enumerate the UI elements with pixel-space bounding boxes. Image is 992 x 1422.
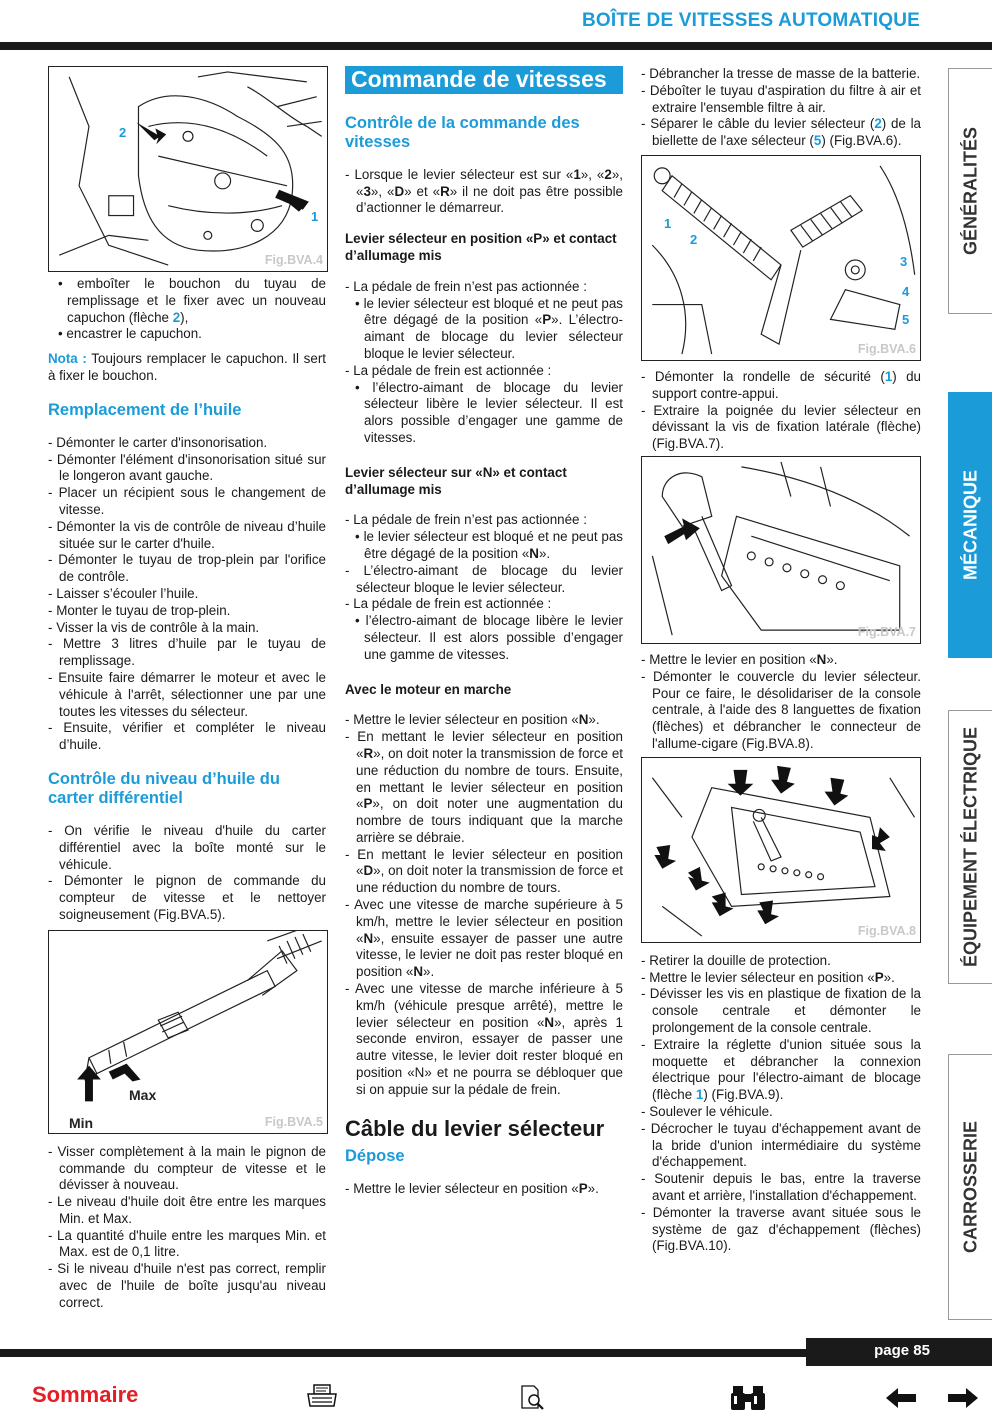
list-item: - Décrocher le tuyau d'échappement avant de la bride d'union intermédiaire du système d'échappement. bbox=[641, 1121, 921, 1171]
subheading-n: Levier sélecteur sur «N» et contact d’allumage mis bbox=[345, 464, 567, 497]
diff-steps bbox=[48, 823, 326, 924]
list-item: - Mettre le levier sélecteur en position «P». bbox=[641, 970, 921, 987]
list-item: - Dévisser les vis en plastique de fixation de la console centrale et démonter le prolongement de la console centrale. bbox=[641, 986, 921, 1036]
fig6-callout-5: 5 bbox=[902, 311, 910, 327]
list-item: - Démonter le couvercle du levier sélecteur. Pour ce faire, le désolidariser de la console centrale, à l'aide des 8 languettes de fixation (flèches) et débrancher le connecteur de l'allume-cigare (Fig.BVA.8). bbox=[641, 669, 921, 753]
subheading-p: Levier sélecteur en position «P» et contact d’allumage mis bbox=[345, 231, 617, 263]
fig6-callout-3: 3 bbox=[900, 253, 908, 269]
list-item: - Visser complètement à la main le pignon de commande du compteur de vitesse et le dévisser à nouveau. bbox=[48, 1144, 326, 1194]
column-1 bbox=[48, 66, 326, 1312]
list-item: - Démonter le carter d'insonorisation. bbox=[48, 435, 326, 452]
subheading-engine: Avec le moteur en marche bbox=[345, 681, 512, 697]
heading-control: Contrôle de la commande des vitesses bbox=[345, 113, 580, 151]
list-item: - Soulever le véhicule. bbox=[641, 1104, 921, 1121]
list-item: - Si le niveau d'huile n'est pas correct, remplir avec de l'huile de boîte jusqu'au niveau correct. bbox=[48, 1261, 326, 1311]
list-item: - Lorsque le levier sélecteur est sur «1», «2», «3», «D» et «R» il ne doit pas être possible d’actionner le démarreur. bbox=[345, 167, 623, 217]
list-item: - Extraire la poignée du levier sélecteur en dévissant la vis de fixation latérale (flèche) (Fig.BVA.7). bbox=[641, 403, 921, 453]
list-item: - L’électro-aimant de blocage du levier sélecteur bloque le levier sélecteur. bbox=[345, 563, 623, 597]
list-item: - Avec une vitesse de marche supérieure à 5 km/h, mettre le levier sélecteur en position «N», ensuite essayer de passer une autre vitesse, le levier ne doit pas rester bloqué en position «N». bbox=[345, 897, 623, 981]
sommaire-link[interactable]: Sommaire bbox=[32, 1382, 139, 1407]
after-steps bbox=[48, 1144, 326, 1312]
p-steps bbox=[345, 279, 623, 296]
fig4-callout-1: 1 bbox=[311, 209, 319, 224]
printer-icon[interactable] bbox=[306, 1384, 338, 1410]
section-title: Commande de vitesses bbox=[345, 66, 623, 94]
page-number: page 85 bbox=[806, 1338, 992, 1366]
fig6-callout-1: 1 bbox=[664, 215, 672, 231]
heading-oil-replacement: Remplacement de l’huile bbox=[48, 400, 242, 419]
list-item: - Extraire la réglette d'union située sous la moquette et débrancher la connexion électrique pour l'électro-aimant de blocage (flèche 1) (Fig.BVA.9). bbox=[641, 1037, 921, 1104]
heading-cable: Câble du levier sélecteur bbox=[345, 1115, 605, 1141]
column-3 bbox=[641, 66, 921, 1255]
column-2 bbox=[345, 66, 623, 1198]
fig4-callout-2: 2 bbox=[119, 125, 127, 140]
list-item: - On vérifie le niveau d'huile du carter différentiel avec la boîte monté sur le véhicule. bbox=[48, 823, 326, 873]
list-item: • emboîter le bouchon du tuyau de remplissage et le fixer avec un nouveau capuchon (flèche 2), bbox=[58, 276, 326, 326]
fig6-callout-4: 4 bbox=[902, 283, 910, 299]
figure-bva5 bbox=[48, 930, 328, 1134]
figure-bva8 bbox=[641, 757, 921, 943]
list-item: • encastrer le capuchon. bbox=[58, 326, 326, 343]
figure-bva7 bbox=[641, 456, 921, 644]
list-item: - Mettre le levier sélecteur en position «N». bbox=[345, 712, 623, 729]
lever-drawing bbox=[642, 457, 920, 643]
list-item: - Mettre le levier en position «N». bbox=[641, 652, 921, 669]
heading-depose: Dépose bbox=[345, 1147, 405, 1166]
list-item: • le levier sélecteur est bloqué et ne peut pas être dégagé de la position «P». L’électro-aimant de blocage du levier sélecteur bloque le levier sélecteur. bbox=[355, 296, 623, 363]
list-item: - Déboîter le tuyau d'aspiration du filtre à air et extraire l'ensemble filtre à air. bbox=[641, 83, 921, 117]
tab-equipement-electrique[interactable]: ÉQUIPEMENT ÉLECTRIQUE bbox=[948, 710, 992, 984]
list-item: - En mettant le levier sélecteur en position «D», on doit noter la transmission de force et une réduction du nombre de tours. bbox=[345, 847, 623, 897]
binoculars-icon[interactable] bbox=[730, 1384, 766, 1412]
arrow-right-icon[interactable] bbox=[948, 1388, 978, 1408]
list-item: - Placer un récipient sous le changement de vitesse. bbox=[48, 485, 326, 519]
list-item: - La pédale de frein n’est pas actionnée : bbox=[345, 512, 623, 529]
list-item: - Démonter la vis de contrôle de niveau d’huile située sur le carter d'huile. bbox=[48, 519, 326, 553]
list-item: • l’électro-aimant de blocage libère le levier sélecteur. Il est alors possible d’engager une gamme de vitesses. bbox=[355, 613, 623, 663]
figure-bva4 bbox=[48, 66, 328, 272]
gearbox-drawing bbox=[49, 67, 327, 271]
tab-mecanique[interactable]: MÉCANIQUE bbox=[948, 392, 992, 658]
heading-diff-oil: Contrôle du niveau d’huile du carter différentiel bbox=[48, 769, 280, 807]
list-item: - Démonter l'élément d'insonorisation situé sur le longeron avant gauche. bbox=[48, 452, 326, 486]
fig-label: Fig.BVA.5 bbox=[264, 1114, 323, 1129]
list-item: - Avec une vitesse de marche inférieure à 5 km/h (véhicule presque arrêté), mettre le levier sélecteur en position «N», après 1 seconde environ, essayer de passer une autre vitesse, le levier doit rester bloqué en position «N» et ne pourra se débloquer que si on appuie sur la pédale de frein. bbox=[345, 981, 623, 1099]
fig-label: Fig.BVA.8 bbox=[857, 923, 916, 938]
list-item: - La pédale de frein est actionnée : bbox=[345, 596, 623, 613]
list-item: - La pédale de frein n’est pas actionnée : bbox=[345, 279, 623, 296]
list-item: - Ensuite faire démarrer le moteur et avec le véhicule à l'arrêt, sélectionner une par une toutes les vitesses du sélecteur. bbox=[48, 670, 326, 720]
list-item: - Démonter le tuyau de trop-plein par l'orifice de contrôle. bbox=[48, 552, 326, 586]
figure-bva6 bbox=[641, 155, 921, 361]
max-label: Max bbox=[129, 1086, 157, 1103]
list-item: - La pédale de frein est actionnée : bbox=[345, 363, 623, 380]
cable-drawing bbox=[642, 156, 920, 360]
list-item: - Démonter la rondelle de sécurité (1) du support contre-appui. bbox=[641, 369, 921, 403]
fig-label: Fig.BVA.7 bbox=[857, 625, 916, 640]
cap-bullets bbox=[48, 276, 326, 343]
nota: Nota : Toujours remplacer le capuchon. Il sert à fixer le bouchon. bbox=[48, 351, 327, 383]
list-item: - Retirer la douille de protection. bbox=[641, 953, 921, 970]
zoom-page-icon[interactable] bbox=[520, 1384, 546, 1412]
list-item: • l’électro-aimant de blocage du levier sélecteur libère le levier sélecteur. Il est alors possible d’engager une gamme de vitesses. bbox=[355, 380, 623, 447]
list-item: - Débrancher la tresse de masse de la batterie. bbox=[641, 66, 921, 83]
header-title: BOÎTE DE VITESSES AUTOMATIQUE bbox=[582, 10, 920, 31]
ctrl-steps bbox=[345, 167, 623, 217]
header-bar bbox=[0, 42, 992, 50]
console-drawing bbox=[642, 758, 920, 942]
list-item: - Mettre le levier sélecteur en position «P». bbox=[345, 1181, 623, 1198]
min-label: Min bbox=[69, 1114, 94, 1131]
list-item: - Démonter la traverse avant située sous le système de gaz d'échappement (flèches) (Fig.BVA.10). bbox=[641, 1205, 921, 1255]
oil-steps bbox=[48, 435, 326, 754]
fig-label: Fig.BVA.4 bbox=[264, 253, 323, 268]
list-item: - La quantité d'huile entre les marques Min. et Max. est de 0,1 litre. bbox=[48, 1228, 326, 1262]
list-item: - Visser la vis de contrôle à la main. bbox=[48, 620, 326, 637]
list-item: - Monter le tuyau de trop-plein. bbox=[48, 603, 326, 620]
list-item: - Soutenir depuis le bas, entre la traverse avant et arrière, l'installation d'échappement. bbox=[641, 1171, 921, 1205]
fig6-callout-2: 2 bbox=[690, 231, 698, 247]
list-item: - Mettre 3 litres d’huile par le tuyau de remplissage. bbox=[48, 636, 326, 670]
list-item: - Ensuite, vérifier et compléter le niveau d’huile. bbox=[48, 720, 326, 754]
fig-label: Fig.BVA.6 bbox=[857, 342, 916, 357]
list-item: - Le niveau d'huile doit être entre les marques Min. et Max. bbox=[48, 1194, 326, 1228]
p-bullets bbox=[345, 296, 623, 363]
engine-steps bbox=[345, 712, 623, 1098]
list-item: • le levier sélecteur est bloqué et ne peut pas être dégagé de la position «N». bbox=[355, 529, 623, 563]
tab-generalites[interactable]: GÉNÉRALITÉS bbox=[948, 68, 992, 314]
list-item: - Démonter le pignon de commande du compteur de vitesse et le nettoyer soigneusement (Fig.BVA.5). bbox=[48, 873, 326, 923]
tab-carrosserie[interactable]: CARROSSERIE bbox=[948, 1054, 992, 1320]
list-item: - Séparer le câble du levier sélecteur (2) de la biellette de l'axe sélecteur (5) (Fig.BVA.6). bbox=[641, 116, 921, 150]
pinion-drawing bbox=[49, 931, 327, 1133]
arrow-left-icon[interactable] bbox=[886, 1388, 916, 1408]
list-item: - Laisser s’écouler l’huile. bbox=[48, 586, 326, 603]
list-item: - En mettant le levier sélecteur en position «R», on doit noter la transmission de force et une réduction du nombre de tours. Ensuite, en mettant le levier sélecteur en position «P», on doit noter une augmentation du nombre de tours indiquant que la marche arrière se débraie. bbox=[345, 729, 623, 847]
